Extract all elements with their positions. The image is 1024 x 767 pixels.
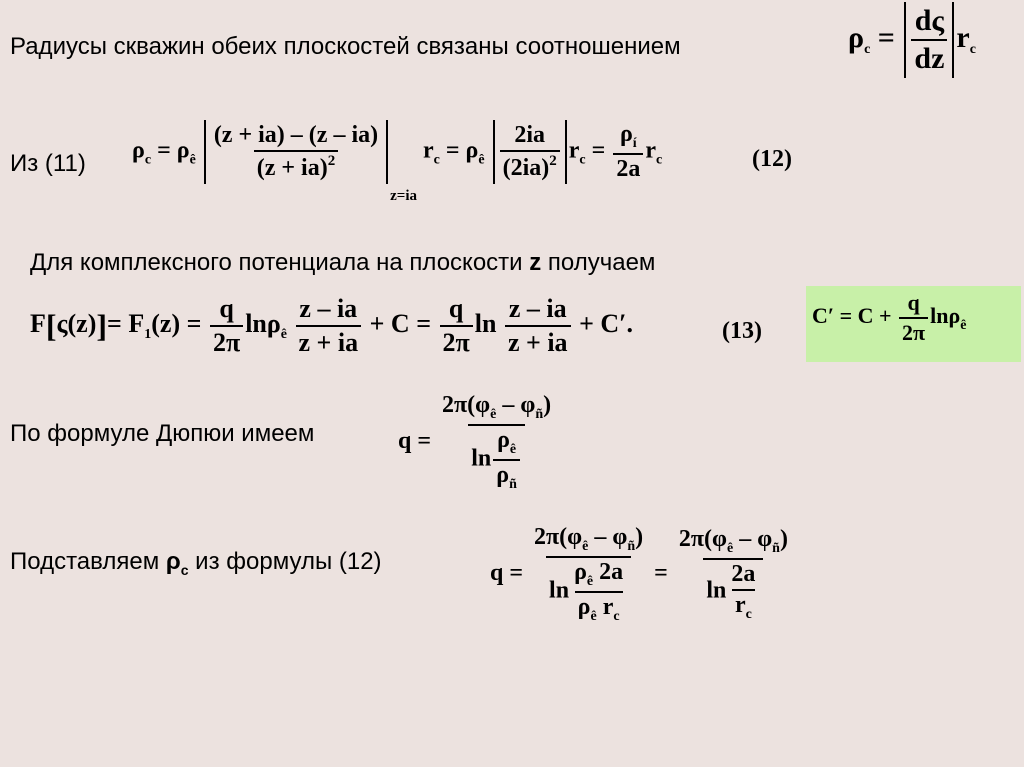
- text-substitute: Подставляем $\rho_c$ из формулы (12): [10, 548, 382, 578]
- text-complex-potential: Для комплексного потенциала на плоскости z получаем: [30, 249, 656, 276]
- equation-number-12: (12): [752, 146, 792, 172]
- formula-constant: C′ = C + $\frac{q}{2\pi}$ lnρ$_ê$: [812, 290, 967, 345]
- equation-number-13: (13): [722, 318, 762, 344]
- text-dupuit-formula: По формуле Дюпюи имеем: [10, 420, 315, 447]
- formula-12: $\rho_c = \rho_ê$ $\frac{(z + ia) - (z - ia)}{(z + ia)^2}$ z=ia $r_c = \rho_ê$ $\frac{2ia}{(2ia)^2}$ $r_c$ = $\frac{\rho_í}{2a}$ $r_c$: [132, 121, 663, 204]
- formula-radius-relation: $\rho_c$ = $\frac{d\varsigma}{dz}$ $r_c$: [848, 2, 976, 78]
- label-from-11: Из (11): [10, 150, 86, 177]
- intro-text-wells-radii: Радиусы скважин обеих плоскостей связаны соотношением: [10, 33, 681, 60]
- formula-13: $F[\varsigma(z)]= F_1(z)$ = $\frac{q}{2\pi}$ lnρ$_ê$ $\frac{z - ia}{z + ia}$ + C = $\frac{q}{2\pi}$ ln $\frac{z - ia}{z + ia}$ + C′.: [30, 294, 633, 357]
- formula-dupuit: q = $2\pi(\varphi_ê - \varphi_ñ)$ ln $\frac{\rho_ê}{\rho_ñ}$: [398, 392, 552, 492]
- formula-substituted: q = $2\pi(\varphi_ê - \varphi_ñ)$ ln $\frac{\rho_ê 2a}{\rho_ê r_c}$ = $2\pi(\varphi_ê - \varphi_ñ)$ ln $\frac{2a}{r_c}$: [490, 524, 788, 624]
